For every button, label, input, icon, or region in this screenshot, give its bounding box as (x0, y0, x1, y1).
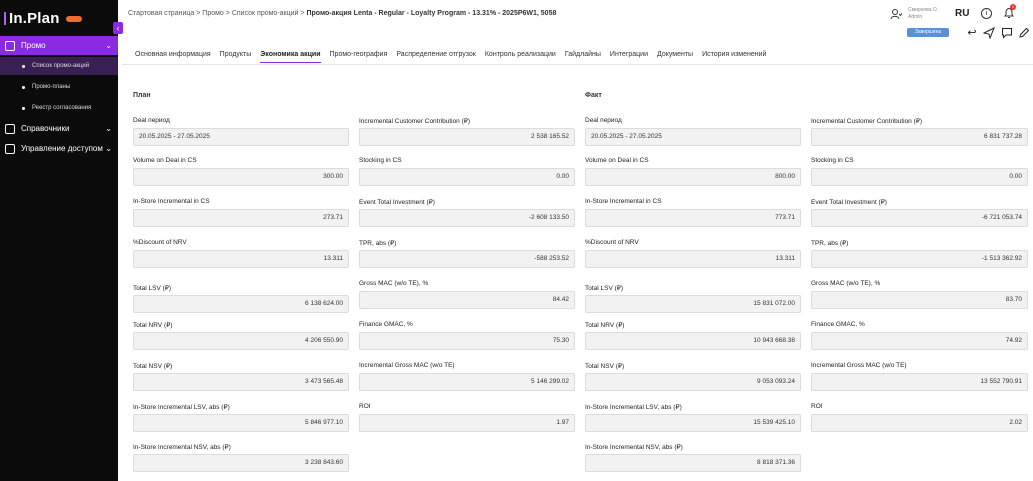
book-icon (5, 124, 15, 134)
bullet-icon (22, 65, 25, 68)
field-label: Finance GMAC, % (359, 321, 413, 328)
sidebar-item-access-control[interactable] (0, 139, 118, 158)
tabs-divider (122, 64, 1033, 65)
chevron-down-icon: ⌄ (105, 144, 112, 153)
sidebar-item-label: Справочники (21, 124, 70, 133)
edit-icon[interactable] (1018, 27, 1030, 39)
app-logo[interactable] (4, 10, 82, 27)
user-icon[interactable] (890, 8, 902, 20)
tab-geography[interactable]: Промо-география (329, 51, 388, 58)
tab-shipment-distribution[interactable]: Распределение отгрузок (396, 51, 476, 58)
deal-period-field: 20.05.2025 - 27.05.2025 (133, 128, 349, 146)
readonly-value-field: 800.00 (585, 168, 801, 186)
field-label: TPR, abs (₽) (359, 240, 397, 247)
readonly-value-field: 773.71 (585, 209, 801, 227)
field-label: TPR, abs (₽) (811, 240, 849, 247)
breadcrumb-link-promo[interactable]: Промо (202, 10, 224, 17)
field-label: Stocking in CS (811, 157, 854, 164)
readonly-value-field: 0.00 (359, 168, 575, 186)
readonly-value-field: -588 253.52 (359, 250, 575, 268)
sidebar-subitem-promo-plans[interactable] (0, 78, 118, 96)
sidebar-subitem-promo-list[interactable] (0, 57, 118, 75)
field-label: In-Store Incremental NSV, abs (₽) (133, 444, 231, 451)
readonly-value-field: -1 513 362.92 (811, 250, 1028, 268)
readonly-value-field: 15 539 425.10 (585, 414, 801, 432)
readonly-value-field: 13.311 (585, 250, 801, 268)
readonly-value-field: 273.71 (133, 209, 349, 227)
readonly-value-field: 8 818 371.36 (585, 454, 801, 472)
field-label: ROI (359, 403, 371, 410)
fact-section-title: Факт (585, 92, 602, 99)
field-label: Stocking in CS (359, 157, 402, 164)
readonly-value-field: 84.42 (359, 291, 575, 309)
breadcrumb-link-promo-list[interactable]: Список промо-акций (231, 10, 299, 17)
sidebar-item-label: Управление доступом (21, 144, 103, 153)
tab-sales-control[interactable]: Контроль реализации (484, 51, 556, 58)
field-label: In-Store Incremental in CS (133, 198, 210, 205)
breadcrumb-link-home[interactable]: Стартовая страница (128, 10, 195, 17)
field-label: Volume on Deal in CS (133, 157, 197, 164)
sidebar-item-directories[interactable] (0, 119, 118, 138)
readonly-value-field: 13 552 790.91 (811, 373, 1028, 391)
breadcrumb-current: Промо-акция Lenta - Regular - Loyalty Program - 13.31% - 2025P6W1, 5058 (306, 10, 557, 17)
breadcrumb-separator: > (225, 10, 230, 17)
sidebar-item-promo[interactable] (0, 36, 118, 55)
readonly-value-field: 13.311 (133, 250, 349, 268)
readonly-value-field: 4 206 550.90 (133, 332, 349, 350)
readonly-value-field: 2 538 165.52 (359, 128, 575, 146)
field-label: Gross MAC (w/o TE), % (811, 280, 881, 287)
field-label: Volume on Deal in CS (585, 157, 649, 164)
sidebar-subitem-label: Промо-планы (32, 84, 71, 90)
field-label: Total NRV (₽) (585, 322, 625, 329)
notification-count-badge: 1 (1011, 4, 1015, 9)
chevron-down-icon: ⌄ (105, 124, 112, 133)
readonly-value-field: 6 138 624.00 (133, 295, 349, 313)
sidebar (0, 0, 118, 481)
field-label: In-Store Incremental NSV, abs (₽) (585, 444, 683, 451)
readonly-value-field: 1.97 (359, 414, 575, 432)
undo-icon[interactable]: ↩ (967, 27, 977, 39)
readonly-value-field: -2 608 133.50 (359, 209, 575, 227)
breadcrumb-separator: > (196, 10, 201, 17)
tab-integrations[interactable]: Интеграции (609, 51, 648, 58)
readonly-value-field: 3 473 565.48 (133, 373, 349, 391)
readonly-value-field: 9 053 093.24 (585, 373, 801, 391)
field-label: Incremental Customer Contribution (₽) (811, 118, 923, 125)
bullet-icon (22, 86, 25, 89)
field-label: Incremental Gross MAC (w/o TE) (359, 362, 455, 369)
readonly-value-field: 75.30 (359, 332, 575, 350)
field-label: Event Total Investment (₽) (359, 199, 435, 206)
logo-text: In.Plan (9, 10, 60, 27)
readonly-value-field: -6 721 053.74 (811, 209, 1028, 227)
field-label: Deal период (585, 117, 622, 124)
readonly-value-field: 3 238 843.60 (133, 454, 349, 472)
tab-history[interactable]: История изменений (702, 51, 767, 58)
tab-bar (135, 51, 775, 63)
sidebar-collapse-button[interactable]: ‹ (113, 22, 123, 34)
tab-documents[interactable]: Документы (657, 51, 694, 58)
field-label: Finance GMAC, % (811, 321, 865, 328)
breadcrumb (128, 10, 556, 17)
field-label: Total NRV (₽) (133, 322, 173, 329)
tab-products[interactable]: Продукты (219, 51, 252, 58)
info-icon[interactable]: i (981, 8, 992, 19)
readonly-value-field: 10 943 668.38 (585, 332, 801, 350)
field-label: Deal период (133, 117, 170, 124)
deal-period-field: 20.05.2025 - 27.05.2025 (585, 128, 801, 146)
sidebar-subitem-label: Список промо-акций (32, 63, 90, 69)
field-label: Total LSV (₽) (133, 285, 172, 292)
field-label: In-Store Incremental LSV, abs (₽) (133, 404, 230, 411)
readonly-value-field: 300.00 (133, 168, 349, 186)
readonly-value-field: 6 831 737.28 (811, 128, 1028, 146)
field-label: Total LSV (₽) (585, 285, 624, 292)
tab-economics[interactable]: Экономика акции (260, 51, 320, 63)
promo-icon (5, 41, 15, 51)
user-name: Смирнова О. Admin (908, 7, 939, 20)
tab-main-info[interactable]: Основная информация (135, 51, 211, 58)
sidebar-subitem-label: Реестр согласования (32, 105, 92, 111)
logo-badge (66, 16, 82, 22)
plan-section-title: План (133, 92, 151, 99)
readonly-value-field: 2.02 (811, 414, 1028, 432)
readonly-value-field: 74.92 (811, 332, 1028, 350)
logo-bar-icon (4, 12, 6, 25)
sidebar-item-label: Промо (21, 41, 46, 50)
field-label: In-Store Incremental LSV, abs (₽) (585, 404, 682, 411)
breadcrumb-separator: > (300, 10, 305, 17)
tab-guidelines[interactable]: Гайдлайны (564, 51, 601, 58)
field-label: %Discount of NRV (585, 239, 639, 246)
readonly-value-field: 0.00 (811, 168, 1028, 186)
sidebar-subitem-approval-registry[interactable] (0, 99, 118, 117)
field-label: Event Total Investment (₽) (811, 199, 887, 206)
field-label: Gross MAC (w/o TE), % (359, 280, 429, 287)
readonly-value-field: 5 146 299.02 (359, 373, 575, 391)
send-icon[interactable] (983, 27, 995, 39)
field-label: In-Store Incremental in CS (585, 198, 662, 205)
comment-icon[interactable] (1001, 27, 1013, 39)
readonly-value-field: 5 846 977.10 (133, 414, 349, 432)
field-label: Incremental Gross MAC (w/o TE) (811, 362, 907, 369)
readonly-value-field: 83.70 (811, 291, 1028, 309)
field-label: Total NSV (₽) (585, 363, 625, 370)
field-label: ROI (811, 403, 823, 410)
chevron-down-icon: ⌄ (105, 41, 112, 50)
field-label: Incremental Customer Contribution (₽) (359, 118, 471, 125)
status-badge: Завершена (907, 28, 949, 37)
field-label: %Discount of NRV (133, 239, 187, 246)
readonly-value-field: 15 831 072.00 (585, 295, 801, 313)
language-selector[interactable]: RU (955, 8, 970, 19)
lock-icon (5, 144, 15, 154)
field-label: Total NSV (₽) (133, 363, 173, 370)
bullet-icon (22, 107, 25, 110)
